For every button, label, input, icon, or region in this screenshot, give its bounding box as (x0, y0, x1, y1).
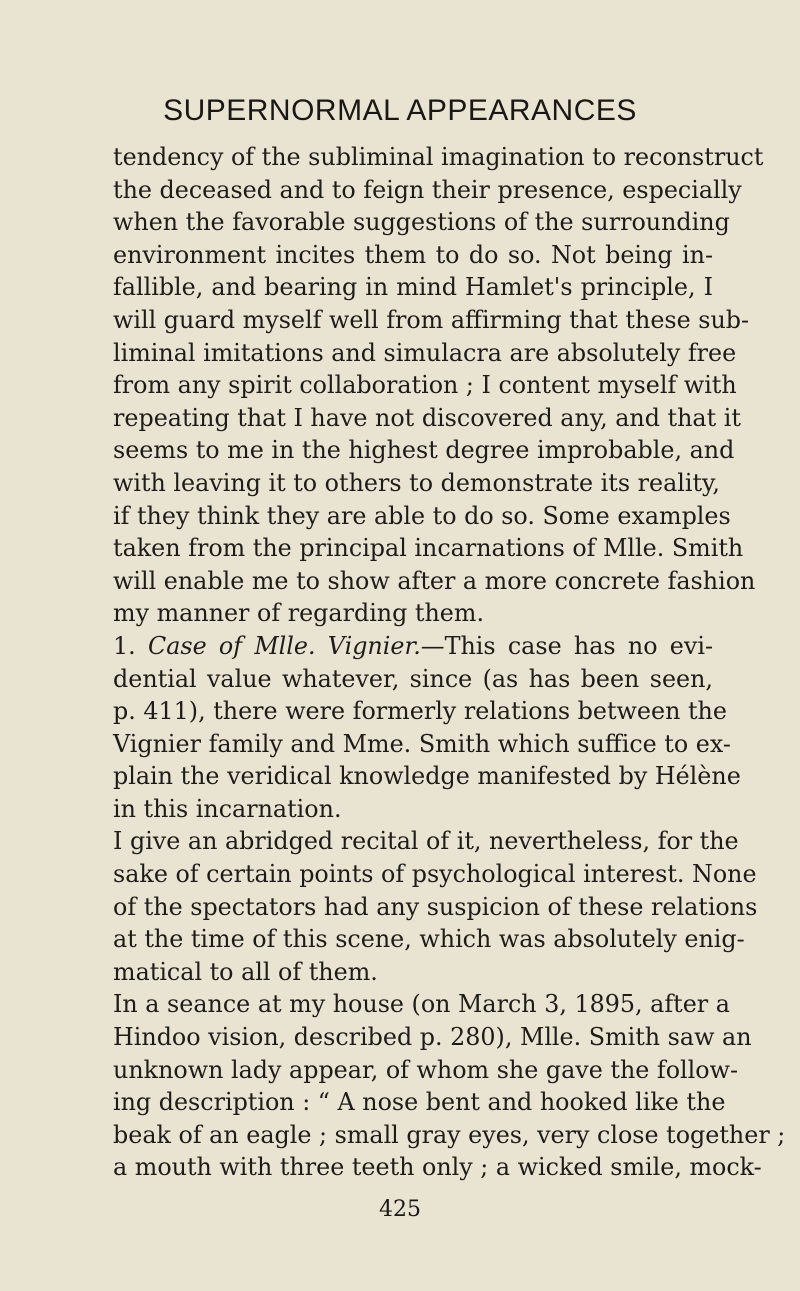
text-line: of the spectators had any suspicion of these relations (113, 892, 758, 921)
text-line: In a seance at my house (on March 3, 1895, after a (113, 990, 730, 1019)
text-line: ing description : “ A nose bent and hooked like the (113, 1088, 726, 1117)
text-line: dential value whatever, since (as has been seen, (113, 664, 713, 693)
text-line: at the time of this scene, which was absolutely enig- (113, 925, 745, 954)
text-line: will guard myself well from affirming that these sub- (113, 305, 750, 334)
text-line: a mouth with three teeth only ; a wicked smile, mock- (113, 1153, 762, 1182)
text-line: the deceased and to feign their presence, especially (113, 175, 742, 204)
text-line: in this incarnation. (113, 794, 342, 823)
case-heading-rest: —This case has no evi- (420, 631, 713, 660)
text-line: if they think they are able to do so. Some examples (113, 501, 731, 530)
text-line: matical to all of them. (113, 957, 378, 986)
case-number: 1. (113, 631, 136, 660)
text-line: liminal imitations and simulacra are absolutely free (113, 338, 737, 367)
body-text (113, 141, 786, 1184)
text-line: unknown lady appear, of whom she gave the follow- (113, 1055, 739, 1084)
text-line: when the favorable suggestions of the surrounding (113, 208, 730, 237)
text-line: Vignier family and Mme. Smith which suffice to ex- (113, 729, 731, 758)
text-line: I give an abridged recital of it, nevertheless, for the (113, 827, 739, 856)
text-line: seems to me in the highest degree improbable, and (113, 436, 735, 465)
case-title: Case of Mlle. Vignier. (147, 631, 421, 660)
text-line: will enable me to show after a more concrete fashion (113, 566, 756, 595)
text-line: tendency of the subliminal imagination to reconstruct (113, 143, 764, 171)
case-heading-line (113, 630, 713, 663)
text-line: environment incites them to do so. Not being in- (113, 240, 713, 269)
text-line: my manner of regarding them. (113, 599, 485, 628)
text-line: fallible, and bearing in mind Hamlet's principle, I (113, 273, 713, 302)
text-line: from any spirit collaboration ; I content myself with (113, 371, 737, 400)
running-head: SUPERNORMAL APPEARANCES (163, 94, 637, 127)
text-line: plain the veridical knowledge manifested by Hélène (113, 762, 741, 791)
text-line: sake of certain points of psychological interest. None (113, 860, 757, 889)
text-line: Hindoo vision, described p. 280), Mlle. Smith saw an (113, 1023, 752, 1052)
text-line: repeating that I have not discovered any, and that it (113, 403, 741, 432)
text-line: taken from the principal incarnations of Mlle. Smith (113, 534, 744, 563)
text-line: with leaving it to others to demonstrate its reality, (113, 468, 720, 497)
text-line: p. 411), there were formerly relations between the (113, 697, 727, 726)
text-line: beak of an eagle ; small gray eyes, very close together ; (113, 1120, 786, 1149)
page-number: 425 (379, 1197, 421, 1222)
